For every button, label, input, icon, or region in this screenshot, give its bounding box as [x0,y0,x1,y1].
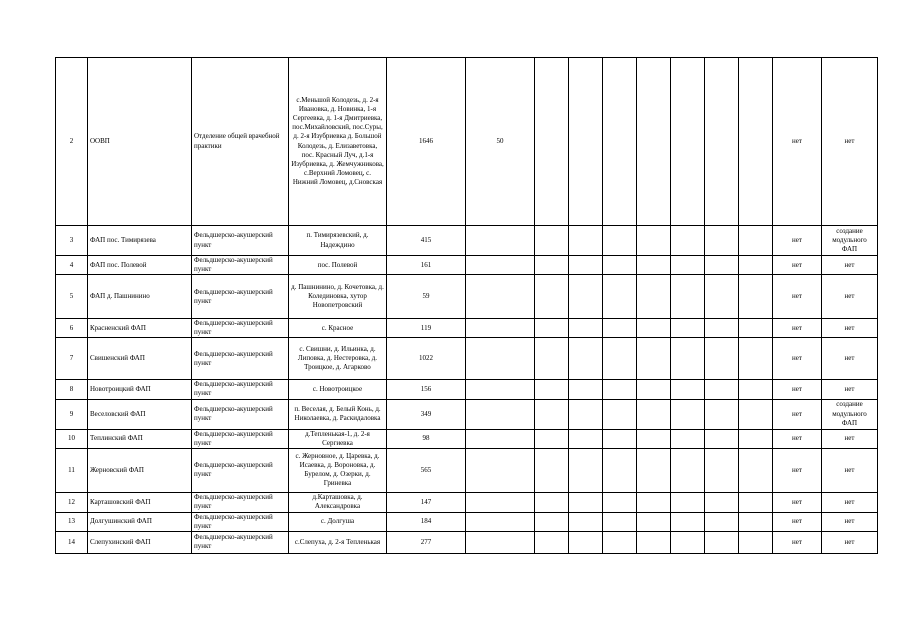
status-cell-a: нет [773,226,822,256]
facility-name: ФАП пос. Полевой [88,256,192,275]
empty-cell [739,399,773,429]
empty-cell [637,58,671,226]
empty-cell [705,256,739,275]
facility-type: Фельдшерско-акушерский пункт [192,256,289,275]
row-number: 7 [56,338,88,380]
empty-cell [603,256,637,275]
facility-type: Фельдшерско-акушерский пункт [192,492,289,512]
empty-cell [671,256,705,275]
empty-cell [739,429,773,448]
empty-cell [705,380,739,399]
row-number: 2 [56,58,88,226]
empty-cell [569,492,603,512]
empty-cell [637,275,671,319]
empty-cell [671,226,705,256]
empty-cell [535,512,569,531]
status-cell-a: нет [773,275,822,319]
facility-type: Фельдшерско-акушерский пункт [192,512,289,531]
status-cell-b: нет [822,380,878,399]
status-cell-b: нет [822,319,878,338]
empty-cell [603,512,637,531]
population-cell: 349 [387,399,466,429]
table-row [56,338,878,380]
empty-cell [739,492,773,512]
served-settlements: с. Долгуша [289,512,387,531]
status-cell-a: нет [773,531,822,553]
empty-cell [739,531,773,553]
empty-cell [671,319,705,338]
table-row [56,319,878,338]
table-row [56,531,878,553]
empty-cell [535,448,569,492]
facilities-table [55,57,878,554]
empty-cell [535,380,569,399]
empty-cell [569,380,603,399]
status-cell-a: нет [773,448,822,492]
empty-cell [671,58,705,226]
empty-cell [739,319,773,338]
empty-cell [535,319,569,338]
empty-cell [535,256,569,275]
table-row [56,512,878,531]
empty-cell [535,399,569,429]
empty-cell [739,338,773,380]
status-cell-a: нет [773,399,822,429]
table-row [56,275,878,319]
facility-type: Фельдшерско-акушерский пункт [192,275,289,319]
empty-cell [603,531,637,553]
table-row [56,58,878,226]
row-number: 10 [56,429,88,448]
empty-cell [671,512,705,531]
empty-cell [569,448,603,492]
facility-name: Долгушинский ФАП [88,512,192,531]
facility-type: Фельдшерско-акушерский пункт [192,380,289,399]
population-cell: 1646 [387,58,466,226]
population-cell: 59 [387,275,466,319]
facility-name: Теплинский ФАП [88,429,192,448]
empty-cell [603,58,637,226]
facility-name: Красненский ФАП [88,319,192,338]
beds-cell [466,399,535,429]
facility-name: Свишенский ФАП [88,338,192,380]
empty-cell [535,531,569,553]
empty-cell [705,448,739,492]
empty-cell [603,429,637,448]
served-settlements: с. Красное [289,319,387,338]
empty-cell [603,338,637,380]
empty-cell [671,429,705,448]
population-cell: 156 [387,380,466,399]
empty-cell [705,319,739,338]
beds-cell [466,512,535,531]
beds-cell [466,319,535,338]
status-cell-a: нет [773,338,822,380]
empty-cell [603,380,637,399]
status-cell-b: создание модульного ФАП [822,399,878,429]
empty-cell [671,531,705,553]
table-row [56,380,878,399]
empty-cell [535,492,569,512]
status-cell-b: нет [822,492,878,512]
empty-cell [637,338,671,380]
empty-cell [637,380,671,399]
population-cell: 1022 [387,338,466,380]
facility-type: Фельдшерско-акушерский пункт [192,531,289,553]
population-cell: 147 [387,492,466,512]
empty-cell [671,448,705,492]
row-number: 11 [56,448,88,492]
status-cell-a: нет [773,319,822,338]
served-settlements: д. Пашнинино, д. Кочетовка, д. Колединовка, хутор Новопетровский [289,275,387,319]
empty-cell [569,399,603,429]
status-cell-b: нет [822,448,878,492]
facility-type: Фельдшерско-акушерский пункт [192,338,289,380]
empty-cell [637,531,671,553]
empty-cell [535,429,569,448]
row-number: 4 [56,256,88,275]
status-cell-b: нет [822,338,878,380]
facility-type: Отделение общей врачебной практики [192,58,289,226]
empty-cell [637,399,671,429]
empty-cell [637,319,671,338]
empty-cell [569,256,603,275]
empty-cell [603,226,637,256]
empty-cell [637,492,671,512]
beds-cell [466,429,535,448]
empty-cell [705,429,739,448]
empty-cell [705,275,739,319]
empty-cell [705,58,739,226]
empty-cell [637,429,671,448]
facility-type: Фельдшерско-акушерский пункт [192,319,289,338]
empty-cell [705,531,739,553]
empty-cell [603,492,637,512]
status-cell-b: нет [822,58,878,226]
table-row [56,429,878,448]
beds-cell [466,448,535,492]
served-settlements: д.Карташовка, д. Александровка [289,492,387,512]
status-cell-a: нет [773,429,822,448]
facility-type: Фельдшерско-акушерский пункт [192,448,289,492]
empty-cell [739,275,773,319]
beds-cell [466,275,535,319]
empty-cell [637,448,671,492]
status-cell-b: нет [822,429,878,448]
empty-cell [569,429,603,448]
status-cell-a: нет [773,256,822,275]
facility-name: Карташовский ФАП [88,492,192,512]
status-cell-b: создание модульного ФАП [822,226,878,256]
empty-cell [705,512,739,531]
beds-cell [466,492,535,512]
beds-cell [466,338,535,380]
empty-cell [739,448,773,492]
served-settlements: с.Меньшой Колодезь, д. 2-я Ивановка, д. Новинка, 1-я Сергеевка, д. 1-я Дмитриевка, пос.Михайловский, пос.Суры, д. 2-я Изубриевка д. Большой Колодезь, д. Елизаветовка, пос. Красный Луч, д.1-я Изубриевка, д. Жемчужникова, с.Верхний Ломовец, с. Нижний Ломовец, д.Сновская [289,58,387,226]
population-cell: 184 [387,512,466,531]
beds-cell [466,256,535,275]
facility-name: ФАП пос. Тимирязева [88,226,192,256]
beds-cell: 50 [466,58,535,226]
empty-cell [705,226,739,256]
status-cell-a: нет [773,58,822,226]
served-settlements: п. Тимирязевский, д. Надеждино [289,226,387,256]
row-number: 13 [56,512,88,531]
facility-type: Фельдшерско-акушерский пункт [192,226,289,256]
row-number: 5 [56,275,88,319]
facility-name: ООВП [88,58,192,226]
empty-cell [705,338,739,380]
empty-cell [739,380,773,399]
served-settlements: пос. Полевой [289,256,387,275]
population-cell: 161 [387,256,466,275]
served-settlements: д.Тепленькая-1, д. 2-я Сергиевка [289,429,387,448]
empty-cell [739,512,773,531]
empty-cell [569,226,603,256]
facility-name: Веселовский ФАП [88,399,192,429]
empty-cell [535,338,569,380]
beds-cell [466,380,535,399]
empty-cell [705,492,739,512]
population-cell: 565 [387,448,466,492]
facility-type: Фельдшерско-акушерский пункт [192,399,289,429]
empty-cell [535,226,569,256]
status-cell-a: нет [773,380,822,399]
beds-cell [466,226,535,256]
empty-cell [603,275,637,319]
facility-name: Новотроицкий ФАП [88,380,192,399]
empty-cell [671,399,705,429]
empty-cell [535,275,569,319]
population-cell: 119 [387,319,466,338]
status-cell-b: нет [822,531,878,553]
row-number: 3 [56,226,88,256]
served-settlements: с. Свишни, д. Ильинка, д. Липовка, д. Нестеровка, д. Троицкое, д. Агарково [289,338,387,380]
table-row [56,399,878,429]
empty-cell [637,226,671,256]
empty-cell [569,275,603,319]
status-cell-b: нет [822,275,878,319]
empty-cell [671,338,705,380]
empty-cell [671,380,705,399]
empty-cell [671,492,705,512]
status-cell-b: нет [822,512,878,531]
row-number: 8 [56,380,88,399]
population-cell: 277 [387,531,466,553]
served-settlements: п. Веселая, д. Белый Конь, д. Николаевка, д. Раскидаловка [289,399,387,429]
empty-cell [535,58,569,226]
empty-cell [739,256,773,275]
empty-cell [739,58,773,226]
row-number: 9 [56,399,88,429]
served-settlements: с. Новотроицкое [289,380,387,399]
empty-cell [569,319,603,338]
empty-cell [603,399,637,429]
row-number: 14 [56,531,88,553]
empty-cell [705,399,739,429]
empty-cell [637,256,671,275]
table-row [56,256,878,275]
empty-cell [637,512,671,531]
row-number: 12 [56,492,88,512]
empty-cell [739,226,773,256]
empty-cell [603,448,637,492]
status-cell-b: нет [822,256,878,275]
served-settlements: с.Слепуха, д. 2-я Тепленькая [289,531,387,553]
status-cell-a: нет [773,512,822,531]
population-cell: 98 [387,429,466,448]
empty-cell [671,275,705,319]
empty-cell [569,338,603,380]
empty-cell [569,512,603,531]
facility-name: ФАП д. Пашнинино [88,275,192,319]
empty-cell [569,531,603,553]
facility-type: Фельдшерско-акушерский пункт [192,429,289,448]
served-settlements: с. Жерновное, д. Царевка, д. Исаевка, д. Вороновка, д. Бурелом, д. Озерки, д. Гриневка [289,448,387,492]
population-cell: 415 [387,226,466,256]
table-row [56,226,878,256]
empty-cell [603,319,637,338]
table-row [56,492,878,512]
table-row [56,448,878,492]
empty-cell [569,58,603,226]
status-cell-a: нет [773,492,822,512]
beds-cell [466,531,535,553]
row-number: 6 [56,319,88,338]
facility-name: Жерновский ФАП [88,448,192,492]
facility-name: Слепухинский ФАП [88,531,192,553]
